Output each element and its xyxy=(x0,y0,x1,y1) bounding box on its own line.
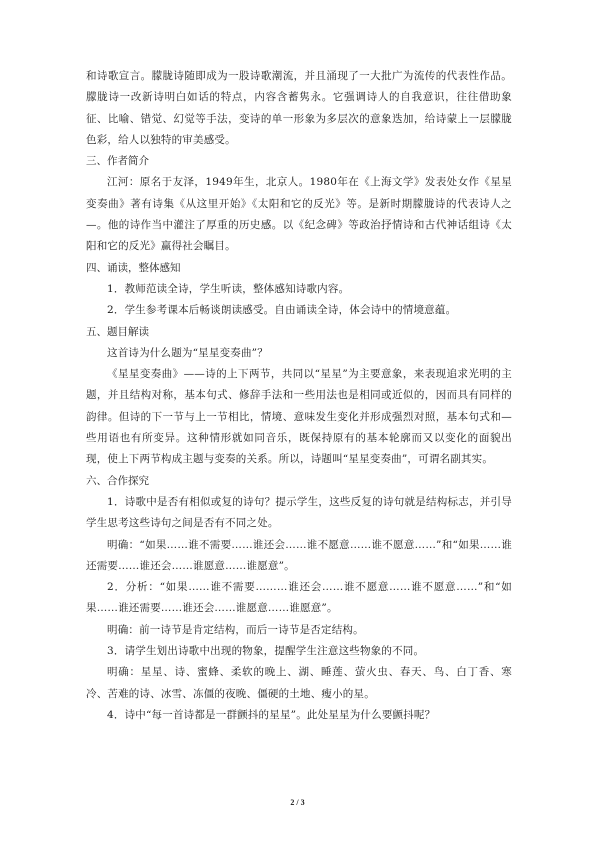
paragraph-title-question: 这首诗为什么题为“星星变奏曲”？ xyxy=(107,346,268,359)
paragraph-question-4: 4．诗中“每一首诗都是一群颤抖的星星”。此处星星为什么要颤抖呢？ xyxy=(107,708,436,721)
paragraph-answer-1: 明确：“如果……谁不需要……谁还会……谁不愿意……谁不愿意……”和“如果……谁还需要……谁还会……谁愿意……谁愿意”。 xyxy=(86,538,512,572)
paragraph-question-1: 1．诗歌中是否有相似或复的诗句？提示学生，这些反复的诗句就是结构标志，并引导学生思考这些诗句之间是否有不同之处。 xyxy=(86,495,512,530)
paragraph-answer-2: 明确：前一诗节是肯定结构，而后一诗节是否定结构。 xyxy=(107,623,364,636)
section-heading-cooperative: 六、合作探究 xyxy=(86,474,149,487)
paragraph-misty-poetry: 和诗歌宣言。朦胧诗随即成为一股诗歌潮流，并且涌现了一大批广为流传的代表性作品。朦胧诗一改新诗明白如话的特点，内容含蓄隽永。它强调诗人的自我意识，往往借助象征、比喻、错觉、幻觉等手法，变诗的单一形象为多层次的意象迭加，给诗蒙上一层朦胧色彩，给人以独特的审美感受。 xyxy=(86,70,512,146)
paragraph-answer-3: 明确：星星、诗、蜜蜂、柔软的晚上、湖、睡莲、萤火虫、春天、鸟、白丁香、寒冷、苦难的诗、冰雪、冻僵的夜晚、僵硬的土地、瘦小的星。 xyxy=(86,666,512,700)
paragraph-reading-step-1: 1．教师范读全诗，学生听读，整体感知诗歌内容。 xyxy=(107,282,350,295)
paragraph-title-explanation: 《星星变奏曲》——诗的上下两节，共同以“星星”为主要意象，来表现追求光明的主题，并且结构对称，基本句式、修辞手法和一些用法也是相同或近似的，因而具有同样的韵律。但诗的下一节与上一节相比，情境、意味发生变化并形成强烈对照，基本句式和—些用语也有所变异。这种情形就如同音乐，既保持原有的基本轮廓而又以变化的面貌出现，使上下两节构成主题与变奏的关系。所以，诗题叫“星星变奏曲”，可谓名副其实。 xyxy=(86,368,512,466)
paragraph-question-3: 3．请学生划出诗歌中出现的物象，提醒学生注意这些物象的不同。 xyxy=(107,645,425,658)
paragraph-author-bio: 江河：原名于友泽，1949年生，北京人。1980年在《上海文学》发表处女作《星星变奏曲》著有诗集《从这里开始》《太阳和它的反光》等。是新时期朦胧诗的代表诗人之—。他的诗作当中灌注了厚重的历史感。以《纪念碑》等政治抒情诗和古代神话组诗《太阳和它的反光》赢得社会瞩目。 xyxy=(86,176,512,253)
section-heading-author: 三、作者简介 xyxy=(86,155,149,168)
section-heading-title-analysis: 五、题目解读 xyxy=(86,325,149,338)
paragraph-question-2: 2．分析：“如果……谁不需要………谁还会……谁不愿意……谁不愿意……”和“如果……谁还需要……谁还会……谁愿意……谁愿意”。 xyxy=(86,581,512,615)
section-heading-reading: 四、诵读，整体感知 xyxy=(86,261,181,274)
paragraph-reading-step-2: 2．学生参考课本后畅谈朗读感受。自由诵读全诗，体会诗中的情境意蕴。 xyxy=(107,304,457,317)
page-number: 2 / 3 xyxy=(290,798,305,807)
document-body xyxy=(86,66,512,726)
